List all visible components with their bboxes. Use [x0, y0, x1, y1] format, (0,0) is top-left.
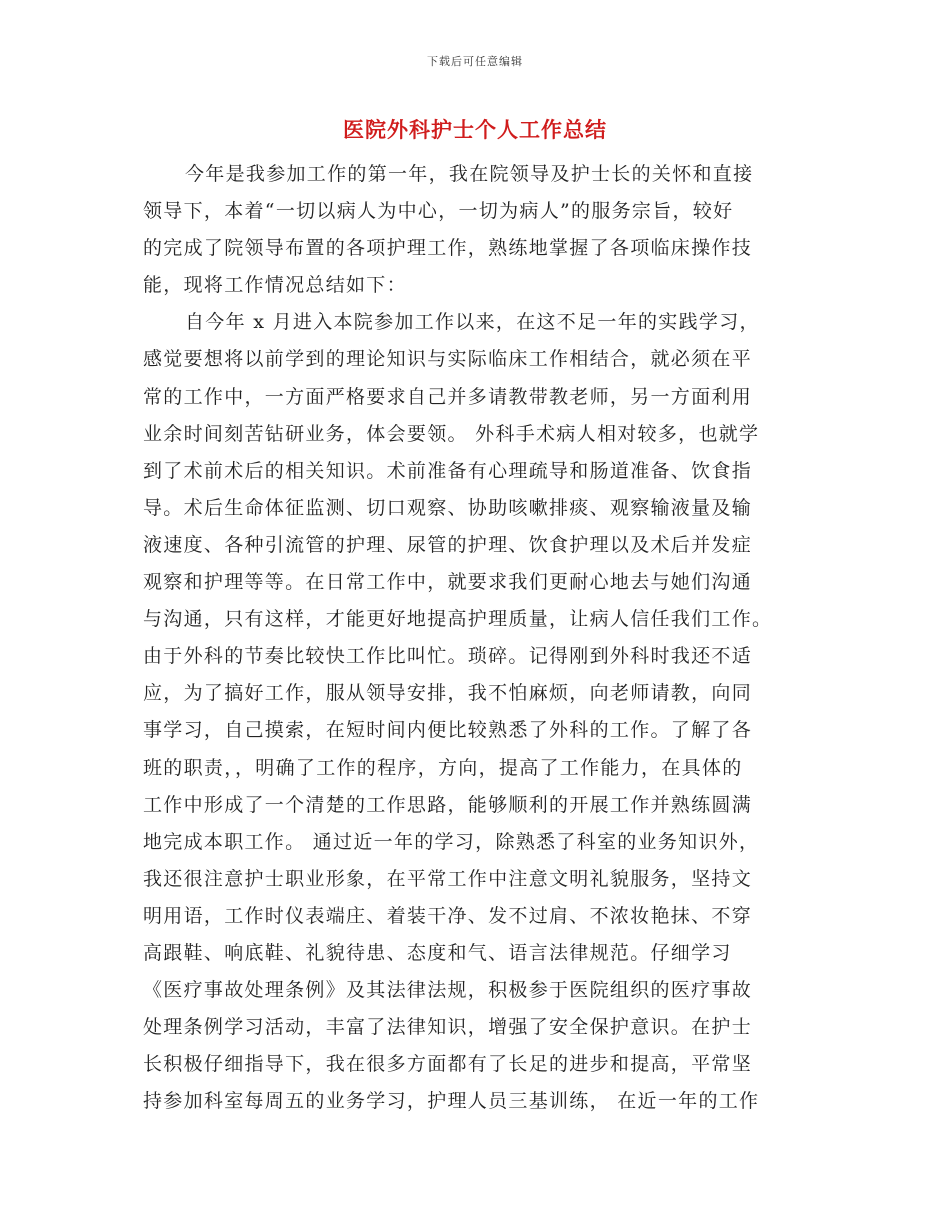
paragraph-line: 地完成本职工作。 通过近一年的学习，除熟悉了科室的业务知识外， — [143, 830, 760, 853]
paragraph-line: 领导下，本着“一切以病人为中心，一切为病人”的服务宗旨，较好 — [143, 200, 734, 223]
paragraph-line: 导。术后生命体征监测、切口观察、协助咳嗽排痰、观察输液量及输 — [143, 496, 753, 519]
paragraph-line: 长积极仔细指导下，我在很多方面都有了长足的进步和提高，平常坚 — [143, 1053, 753, 1076]
paragraph-line: 常的工作中，一方面严格要求自己并多请教带教老师，另一方面利用 — [143, 385, 753, 408]
paragraph-line: 观察和护理等等。在日常工作中，就要求我们更耐心地去与她们沟通 — [143, 571, 753, 594]
paragraph-line: 持参加科室每周五的业务学习，护理人员三基训练， 在近一年的工作 — [143, 1090, 760, 1113]
paragraph-line: 应，为了搞好工作，服从领导安排，我不怕麻烦，向老师请教，向同 — [143, 682, 753, 705]
document-title: 医院外科护士个人工作总结 — [343, 117, 607, 142]
paragraph-line: 明用语，工作时仪表端庄、着装干净、发不过肩、不浓妆艳抹、不穿 — [143, 904, 753, 927]
paragraph-line: 高跟鞋、响底鞋、礼貌待患、态度和气、语言法律规范。仔细学习 — [143, 941, 732, 964]
paragraph-line: 业余时间刻苦钻研业务，体会要领。 外科手术病人相对较多，也就学 — [143, 422, 760, 445]
paragraph-line: 与沟通，只有这样，才能更好地提高护理质量，让病人信任我们工作。 — [143, 608, 773, 631]
page-header: 下载后可任意编辑 — [427, 55, 523, 68]
paragraph-line: 处理条例学习活动，丰富了法律知识，增强了安全保护意识。在护士 — [143, 1016, 753, 1039]
paragraph-line: 工作中形成了一个清楚的工作思路，能够顺利的开展工作并熟练圆满 — [143, 793, 753, 816]
paragraph-line: 由于外科的节奏比较快工作比叫忙。琐碎。记得刚到外科时我还不适 — [143, 645, 753, 668]
paragraph-line: 班的职责，，明确了工作的程序，方向，提高了工作能力，在具体的 — [143, 756, 743, 779]
paragraph-line: 事学习，自己摸索，在短时间内便比较熟悉了外科的工作。了解了各 — [143, 719, 753, 742]
document-body — [143, 156, 807, 1120]
paragraph-line: 到了术前术后的相关知识。术前准备有心理疏导和肠道准备、饮食指 — [143, 459, 753, 482]
paragraph-line: 液速度、各种引流管的护理、尿管的护理、饮食护理以及术后并发症 — [143, 533, 753, 556]
paragraph-line: 的完成了院领导布置的各项护理工作，熟练地掌握了各项临床操作技 — [143, 237, 753, 260]
paragraph-line: 感觉要想将以前学到的理论知识与实际临床工作相结合，就必须在平 — [143, 348, 753, 371]
paragraph-line: 今年是我参加工作的第一年，我在院领导及护士长的关怀和直接 — [185, 163, 754, 185]
paragraph-line: 《医疗事故处理条例》及其法律法规，积极参于医院组织的医疗事故 — [143, 979, 753, 1002]
paragraph-line: 自今年 x 月进入本院参加工作以来，在这不足一年的实践学习， — [185, 311, 760, 334]
paragraph-line: 我还很注意护士职业形象，在平常工作中注意文明礼貌服务，坚持文 — [143, 867, 753, 890]
paragraph-line: 能，现将工作情况总结如下： — [143, 274, 407, 297]
